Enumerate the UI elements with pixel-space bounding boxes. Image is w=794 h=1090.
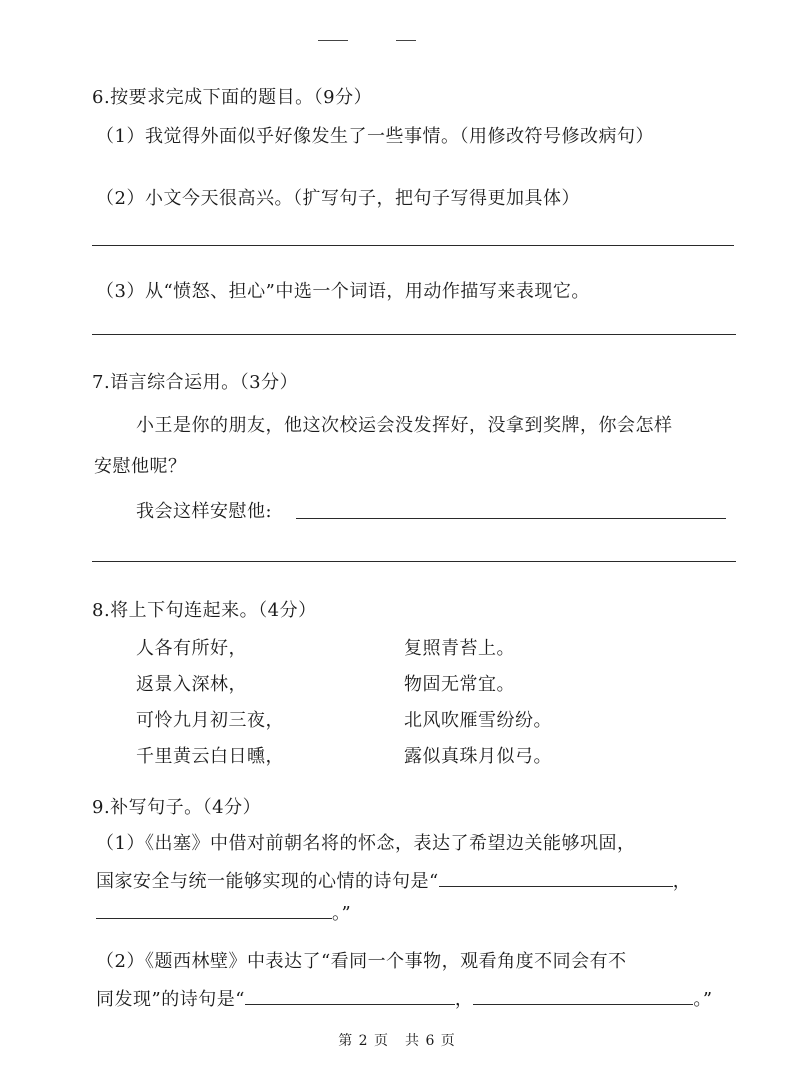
q7-title: 7.语言综合运用。（3分） [92,372,299,393]
q9-part2-prefix: 同发现”的诗句是“ [96,989,245,1010]
top-mark-left [318,40,348,41]
q7-answer-line-1[interactable] [296,518,726,519]
q9-part2-line1: （2）《题西林壁》中表达了“看同一个事物，观看角度不同会有不 [96,951,627,972]
q6-part1: （1）我觉得外面似乎好像发生了一些事情。（用修改符号修改病句） [96,126,654,147]
q9-part1-end: 。” [332,903,352,924]
q9-part1-blank-1[interactable] [439,868,673,887]
q7-text-line1: 小王是你的朋友，他这次校运会没发挥好，没拿到奖牌，你会怎样 [136,415,673,436]
q7-answer-line-2[interactable] [92,561,736,562]
q9-part2-comma: ， [454,989,474,1010]
top-mark-right [396,40,416,41]
q9-part2-blank-1[interactable] [245,986,455,1005]
q8-left-item[interactable]: 可怜九月初三夜， [136,710,284,731]
page-footer [0,1030,794,1050]
q8-left-item[interactable]: 人各有所好， [136,638,247,659]
q6-answer-line-3[interactable] [92,334,736,335]
page-number: 第 2 页 [338,1033,389,1049]
q9-part1-blank-2[interactable] [96,900,332,919]
q8-left-item[interactable]: 返景入深林， [136,674,247,695]
q9-part2-line2 [96,986,713,1012]
q9-part2-blank-2[interactable] [473,986,693,1005]
q9-part2-end: 。” [693,989,713,1010]
q8-right-item[interactable]: 露似真珠月似弓。 [404,746,552,767]
q8-right-item[interactable]: 复照青苔上。 [404,638,515,659]
q8-title: 8.将上下句连起来。（4分） [92,600,317,621]
q8-left-item[interactable]: 千里黄云白日曛， [136,746,284,767]
q8-right-item[interactable]: 物固无常宜。 [404,674,515,695]
q8-right-item[interactable]: 北风吹雁雪纷纷。 [404,710,552,731]
q6-part3: （3）从“愤怒、担心”中选一个词语，用动作描写来表现它。 [96,281,590,302]
q6-title: 6.按要求完成下面的题目。（9分） [92,87,373,108]
q6-answer-line-2[interactable] [92,245,734,246]
q7-answer-label: 我会这样安慰他: [136,501,273,522]
q9-part1-line2 [96,868,691,894]
q7-text-line2: 安慰他呢？ [94,456,187,477]
q9-part1-comma: ， [672,871,692,892]
q9-title: 9.补写句子。（4分） [92,797,262,818]
page-total: 共 6 页 [405,1033,456,1049]
q9-part1-line3 [96,900,351,926]
q9-part1-prefix: 国家安全与统一能够实现的心情的诗句是“ [96,871,439,892]
q6-part2: （2）小文今天很高兴。（扩写句子，把句子写得更加具体） [96,188,580,209]
q9-part1-line1: （1）《出塞》中借对前朝名将的怀念，表达了希望边关能够巩固， [96,833,636,854]
